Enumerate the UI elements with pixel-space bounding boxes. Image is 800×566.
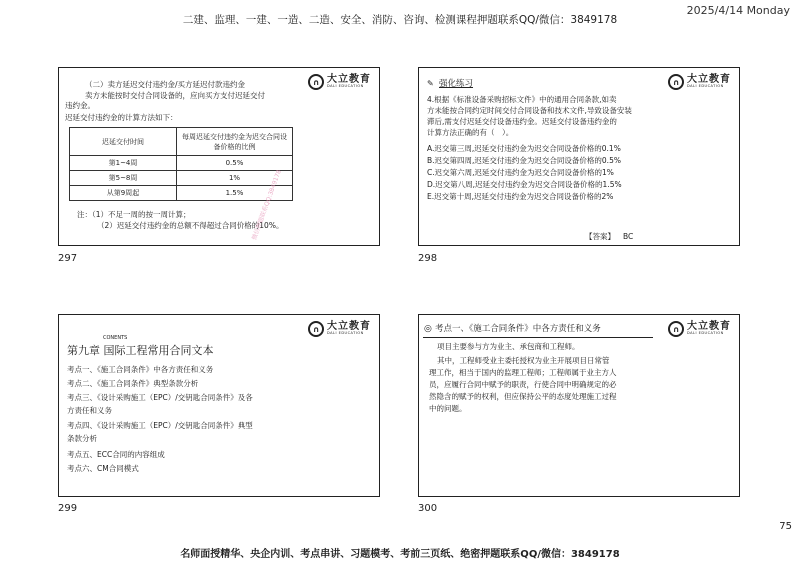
body-line: 项目主要参与方为业主、承包商和工程师。 (437, 342, 580, 351)
answer-label: 【答案】 (585, 232, 615, 241)
page-number-299: 299 (58, 503, 78, 514)
contents-item: 考点二、《施工合同条件》典型条款分析 (67, 379, 199, 388)
question-line: 4.根据《标准设备采购招标文件》中的通用合同条款,如卖 (427, 95, 617, 104)
table-cell: 第1~4周 (70, 156, 177, 171)
page-number-298: 298 (418, 253, 438, 264)
body-line: 其中，工程师受业主委托授权为业主开展项目日常管 (437, 356, 610, 365)
slide-300 (418, 314, 740, 497)
logo-emblem-icon: ∩ (308, 321, 324, 337)
question-line: 滞后,需支付迟延交付设备违约金。迟延交付设备违约金的 (427, 117, 617, 126)
question-line: 计算方法正确的有（ ）。 (427, 128, 514, 137)
slide1-calc-line: 迟延交付违约金的计算方法如下： (65, 113, 178, 122)
slide1-note-1: 注：（1）不足一周的按一周计算； (77, 210, 191, 219)
body-line: 然隐含的赋予的权利，但应保持公平的态度处理施工过程 (429, 392, 617, 401)
table-cell: 1% (177, 171, 293, 186)
table-header: 迟延交付时间 (70, 128, 177, 156)
slide1-heading: （二）卖方延迟交付违约金/买方延迟付款违约金 (85, 80, 246, 89)
contents-item: 考点六、CM合同模式 (67, 464, 139, 473)
slide-299 (58, 314, 380, 497)
contents-item: 考点一、《施工合同条件》中各方责任和义务 (67, 365, 214, 374)
page-number-300: 300 (418, 503, 438, 514)
slide4-title: 考点一、《施工合同条件》中各方责任和义务 (435, 324, 601, 334)
contents-item: 考点四、《设计采购施工（EPC）/交钥匙合同条件》典型 (67, 421, 253, 430)
logo-cn: 大立教育 (327, 321, 371, 333)
page-count: 75 (779, 521, 792, 532)
slide1-para-2: 违约金。 (65, 101, 95, 110)
option-b: B.迟交第四周,迟延交付违约金为迟交合同设备价格的0.5% (427, 156, 621, 165)
page-number-297: 297 (58, 253, 78, 264)
option-d: D.迟交第八周,迟延交付违约金为迟交合同设备价格的1.5% (427, 180, 622, 189)
table-cell: 0.5% (177, 156, 293, 171)
logo-cn: 大立教育 (687, 321, 731, 333)
slide-297 (58, 67, 380, 246)
chapter-title: 第九章 国际工程常用合同文本 (67, 344, 214, 357)
rate-table (69, 127, 293, 201)
logo-cn: 大立教育 (327, 74, 371, 86)
logo-en: DALI EDUCATION (327, 84, 364, 89)
contents-item: 考点五、ECC合同的内容组成 (67, 450, 165, 459)
table-header: 每周迟延交付违约金为迟交合同设备价格的比例 (177, 128, 293, 156)
logo (668, 321, 731, 337)
contents-label: CONENTS (103, 335, 128, 341)
table-cell: 1.5% (177, 186, 293, 201)
contents-item: 考点三、《设计采购施工（EPC）/交钥匙合同条件》及各 (67, 393, 253, 402)
slide2-title: 强化练习 (439, 79, 474, 89)
table-cell: 从第9周起 (70, 186, 177, 201)
contents-item: 方责任和义务 (67, 406, 112, 415)
answer-value: BC (623, 232, 634, 241)
slide1-note-2: （2）迟延交付违约金的总额不得超过合同价格的10%。 (97, 221, 284, 230)
title-underline (423, 337, 653, 338)
table-cell: 第5~8周 (70, 171, 177, 186)
question-line: 方未能按合同约定时间交付合同设备和技术文件,导致设备安装 (427, 106, 632, 115)
logo (308, 74, 371, 90)
logo (308, 321, 371, 337)
logo-cn: 大立教育 (687, 74, 731, 86)
contents-item: 条款分析 (67, 434, 97, 443)
logo-emblem-icon: ∩ (668, 321, 684, 337)
target-icon: ◎ (424, 324, 432, 334)
option-e: E.迟交第十周,迟延交付违约金为迟交合同设备价格的2% (427, 192, 614, 201)
exercise-icon: ✎ (427, 79, 434, 88)
date-stamp: 2025/4/14 Monday (686, 4, 790, 17)
logo-en: DALI EDUCATION (687, 84, 724, 89)
logo (668, 74, 731, 90)
logo-emblem-icon: ∩ (668, 74, 684, 90)
body-line: 理工作，相当于国内的监理工程师；工程师属于业主方人 (429, 368, 617, 377)
slide-298 (418, 67, 740, 246)
logo-en: DALI EDUCATION (327, 331, 364, 336)
slide1-para-1: 卖方未能按时交付合同设备的，应向买方支付迟延交付 (85, 91, 265, 100)
option-a: A.迟交第三周,迟延交付违约金为迟交合同设备价格的0.1% (427, 144, 621, 153)
logo-en: DALI EDUCATION (687, 331, 724, 336)
header-line: 二建、监理、一建、一造、二造、安全、消防、咨询、检测课程押题联系QQ/微信：3849178 (182, 14, 618, 26)
body-line: 员，应履行合同中赋予的职责，行使合同中明确规定的必 (429, 380, 617, 389)
logo-emblem-icon: ∩ (308, 74, 324, 90)
body-line: 中的问题。 (429, 404, 467, 413)
footer-line: 名师面授精华、央企内训、考点串讲、习题模考、考前三页纸、绝密押题联系QQ/微信：3849178 (180, 549, 620, 560)
option-c: C.迟交第六周,迟延交付违约金为迟交合同设备价格的1% (427, 168, 614, 177)
watermark-text: 微信押题联系QQ:3849178 (250, 168, 283, 242)
